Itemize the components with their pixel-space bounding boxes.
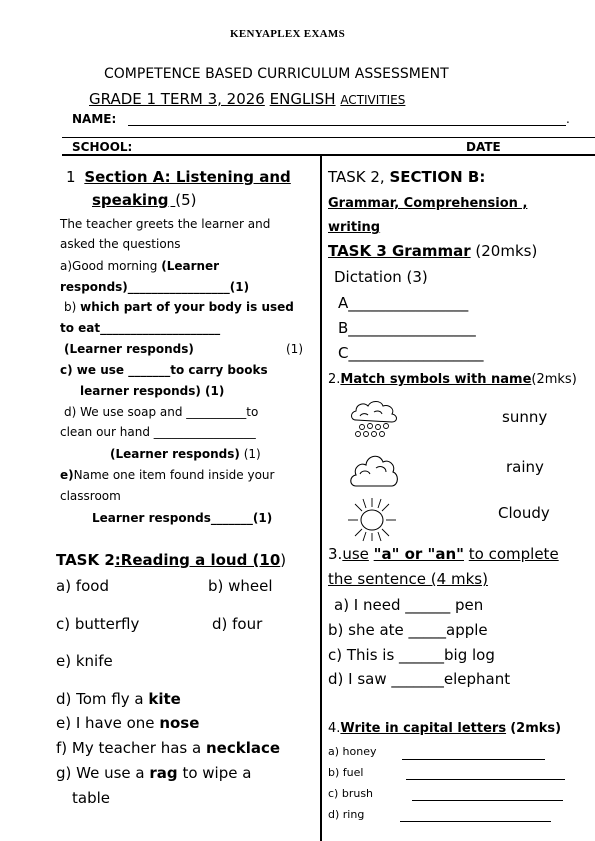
- school-label: SCHOOL:: [72, 140, 133, 154]
- section-a-heading-2: [92, 191, 197, 209]
- q4-item-c: c) brush: [328, 787, 374, 800]
- q3-b: b) she ate _____apple: [328, 621, 488, 639]
- question-c: [60, 363, 268, 377]
- task-3-marks: (20mks): [475, 242, 538, 260]
- q4-item-a: a) honey: [328, 745, 377, 758]
- question-c-learner: learner responds) (1): [80, 384, 225, 398]
- question-b-learner: (Learner responds): [64, 342, 194, 356]
- dictation-c: C__________________: [338, 344, 484, 362]
- word-c: c) butterfly: [56, 615, 140, 633]
- weather-cloudy: Cloudy: [498, 504, 550, 522]
- sentence-f: [56, 739, 280, 757]
- q4-line-d: [400, 821, 551, 822]
- q3-title-2: to complete: [468, 545, 559, 563]
- question-b-mark: (1): [286, 342, 303, 356]
- sentence-g-text-2: to wipe a: [182, 764, 252, 782]
- q3-number: 3.: [328, 545, 343, 563]
- q3-title-a-an: "a" or "an": [373, 545, 464, 563]
- q3-title-1: use: [342, 545, 369, 563]
- q4-line-c: [412, 800, 563, 801]
- sun-icon: [344, 496, 400, 542]
- task-2-right-label: TASK 2,: [328, 168, 385, 186]
- school-top-rule: [62, 137, 595, 138]
- match-number: 2.: [328, 372, 341, 387]
- name-end: .: [566, 112, 570, 126]
- q3-heading: [328, 545, 559, 563]
- sentence-g-keyword: rag: [149, 764, 178, 782]
- q4-marks: (2mks): [510, 721, 562, 736]
- name-line: [128, 125, 566, 126]
- sentence-e-keyword: nose: [159, 714, 200, 732]
- q4-item-b: b) fuel: [328, 766, 364, 779]
- question-d-learner: [110, 447, 261, 461]
- dictation-a: A________________: [338, 294, 469, 312]
- task-2-close: ): [280, 551, 287, 569]
- dictation-b: B_________________: [338, 319, 476, 337]
- date-label: DATE: [466, 140, 501, 154]
- sentence-f-keyword: necklace: [205, 739, 281, 757]
- task-2-heading: [56, 551, 286, 569]
- question-d-learner-text: (Learner responds): [110, 447, 240, 461]
- question-a: [60, 259, 219, 273]
- subject-activities: ACTIVITIES: [340, 93, 406, 107]
- grade-term-text: GRADE 1 TERM 3, 2026: [89, 90, 265, 108]
- question-b-label: b): [64, 300, 77, 314]
- task-2-title: :Reading a loud (10: [114, 551, 281, 569]
- exam-body: KENYAPLEX EXAMS: [230, 28, 346, 40]
- question-a-learner: (Learner: [161, 259, 220, 273]
- section-a-title-1: Section A: Listening and: [84, 168, 291, 186]
- q4-number: 4.: [328, 721, 341, 736]
- q3-c: c) This is ______big log: [328, 646, 495, 664]
- task-2-label: TASK 2: [56, 551, 115, 569]
- q3-a: a) I need ______ pen: [334, 596, 484, 614]
- weather-rainy: rainy: [506, 458, 544, 476]
- question-d-mark: (1): [243, 447, 261, 461]
- sentence-e-text: e) I have one: [56, 714, 155, 732]
- header-bottom-rule: [62, 154, 595, 156]
- question-b-answer: to eat____________________: [60, 321, 221, 335]
- question-b: [64, 300, 294, 314]
- sentence-f-text: f) My teacher has a: [56, 739, 202, 757]
- question-e-learner: Learner responds_______(1): [92, 511, 273, 525]
- match-heading: [328, 372, 577, 387]
- sentence-e: [56, 714, 199, 732]
- section-b-subtitle-1: Grammar, Comprehension ,: [328, 196, 528, 211]
- sentence-g-line-2: table: [72, 789, 110, 807]
- question-e-line-2: classroom: [60, 489, 121, 503]
- word-e: e) knife: [56, 652, 113, 670]
- question-d-line-1: d) We use soap and __________to: [64, 405, 259, 419]
- q4-heading: [328, 721, 561, 736]
- q3-d: d) I saw _______elephant: [328, 670, 511, 688]
- match-title: Match symbols with name: [340, 372, 532, 387]
- cloud-icon: [348, 448, 400, 492]
- question-c-label: c): [60, 363, 73, 377]
- question-a-answer: responds)_________________(1): [60, 280, 250, 294]
- question-e-text: Name one item found inside your: [73, 468, 275, 482]
- q3-title-line-2: the sentence (4 mks): [328, 570, 488, 588]
- grade-term: [89, 90, 405, 108]
- word-b: b) wheel: [208, 577, 273, 595]
- section-a-heading: [66, 168, 291, 186]
- task-2-right-heading: [328, 168, 485, 186]
- sentence-d-text: d) Tom fly a: [56, 690, 144, 708]
- sentence-g-text: g) We use a: [56, 764, 145, 782]
- weather-sunny: sunny: [502, 408, 548, 426]
- q4-title: Write in capital letters: [340, 721, 507, 736]
- match-marks: (2mks): [531, 372, 577, 387]
- sentence-d-keyword: kite: [148, 690, 181, 708]
- section-a-title-2: speaking: [92, 191, 169, 209]
- sentence-d: [56, 690, 181, 708]
- intro-line-1: The teacher greets the learner and: [60, 217, 271, 231]
- assessment-title: COMPETENCE BASED CURRICULUM ASSESSMENT: [104, 66, 449, 82]
- column-divider: [320, 155, 322, 841]
- q4-line-a: [402, 759, 545, 760]
- dictation-label: Dictation (3): [334, 268, 428, 286]
- intro-line-2: asked the questions: [60, 237, 181, 251]
- question-b-text: which part of your body is used: [80, 300, 294, 314]
- question-a-text: a)Good morning: [60, 259, 158, 273]
- question-d-line-2: clean our hand _________________: [60, 425, 256, 439]
- section-a-marks: (5): [175, 191, 197, 209]
- name-label: NAME:: [72, 112, 117, 126]
- q4-line-b: [406, 779, 565, 780]
- rain-cloud-icon: [346, 398, 402, 442]
- task-3-heading: [328, 242, 537, 260]
- sentence-g: [56, 764, 251, 782]
- section-b-subtitle-2: writing: [328, 220, 381, 235]
- section-a-number: 1: [66, 168, 76, 186]
- question-e-label: e): [60, 468, 74, 482]
- section-b-label: SECTION B:: [389, 168, 486, 186]
- q4-item-d: d) ring: [328, 808, 365, 821]
- question-e: [60, 468, 274, 482]
- task-3-title: TASK 3 Grammar: [328, 242, 471, 260]
- word-d: d) four: [212, 615, 263, 633]
- word-a: a) food: [56, 577, 109, 595]
- question-c-text: we use _______to carry books: [76, 363, 268, 377]
- subject-english: ENGLISH: [269, 90, 336, 108]
